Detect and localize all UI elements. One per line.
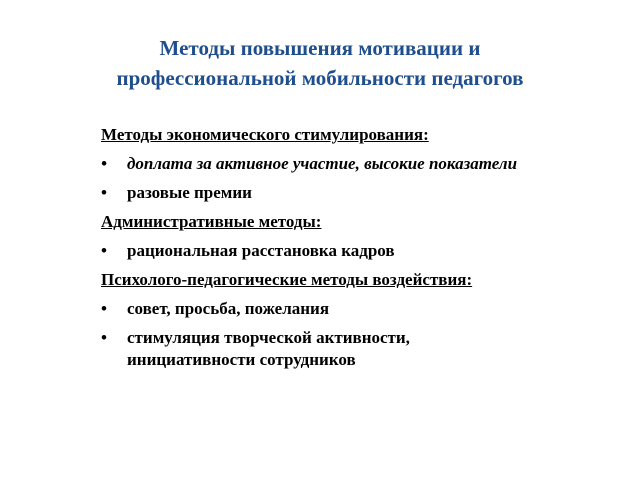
economic-methods-list bbox=[101, 153, 621, 204]
section-heading-administrative: Административные методы: bbox=[101, 212, 322, 231]
section-heading-psychological: Психолого-педагогические методы воздействия: bbox=[101, 270, 473, 289]
section-heading-economic: Методы экономического стимулирования: bbox=[101, 125, 429, 144]
slide-title bbox=[40, 33, 600, 93]
slide-title-line-2: профессиональной мобильности педагогов bbox=[116, 66, 524, 90]
bullet-item: • совет, просьба, пожелания bbox=[101, 298, 621, 320]
psychological-methods-list bbox=[101, 298, 621, 371]
bullet-item: • доплата за активное участие, высокие показатели bbox=[101, 153, 621, 175]
bullet-item: • рациональная расстановка кадров bbox=[101, 240, 621, 262]
bullet-item: • разовые премии bbox=[101, 182, 621, 204]
administrative-methods-list bbox=[101, 240, 621, 262]
slide-content bbox=[101, 124, 621, 378]
slide-title-line-1: Методы повышения мотивации и bbox=[159, 36, 481, 60]
bullet-item: • стимуляция творческой активности, инициативности сотрудников bbox=[101, 327, 507, 371]
